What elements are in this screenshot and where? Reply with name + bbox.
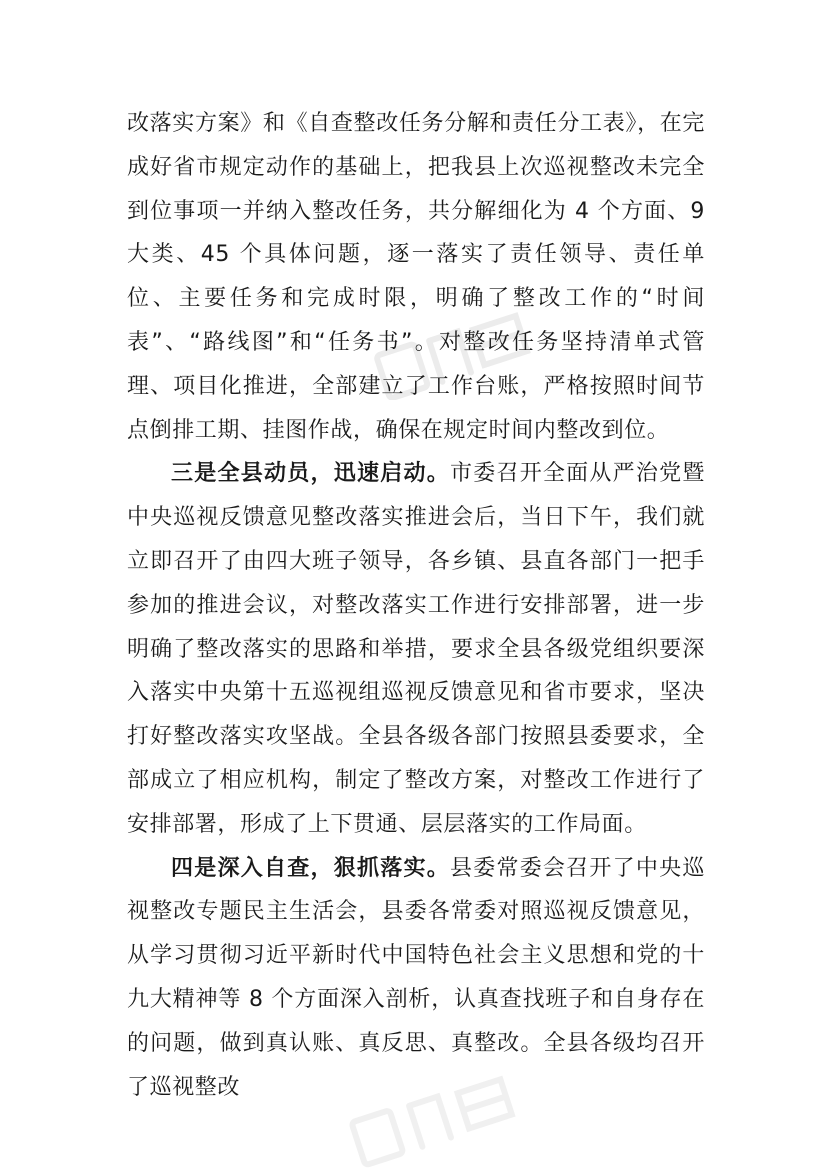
paragraph-lead: 四是深入自查，狠抓落实。 <box>171 855 450 881</box>
paragraph-text: 改落实方案》和《自查整改任务分解和责任分工表》，在完成好省市规定动作的基础上，把我县上次巡视整改未完全到位事项一并纳入整改任务，共分解细化为 4 个方面、9 大类、45 个具体问题，逐一落实了责任领导、责任单位、主要任务和完成时限，明确了整改工作的“时间表”、“路线图”和“任务书”。对整改任务坚持清单式管理、项目化推进，全部建立了工作台账，严格按照时间节点倒排工期、挂图作战，确保在规定时间内整改到位。 <box>127 111 705 443</box>
paragraph-lead: 三是全县动员，迅速启动。 <box>171 461 450 487</box>
paragraph-text: 县委常委会召开了中央巡视整改专题民主生活会，县委各常委对照巡视反馈意见，从学习贯彻习近平新时代中国特色社会主义思想和党的十九大精神等 8 个方面深入剖析，认真查找班子和自身存在的问题，做到真认账、真反思、真整改。全县各级均召开了巡视整改 <box>127 855 706 1100</box>
body-text <box>127 102 705 1109</box>
paragraph-three <box>127 452 705 846</box>
paragraph-four <box>127 847 705 1110</box>
paragraph-continued <box>127 102 705 452</box>
paragraph-text: 市委召开全面从严治党暨中央巡视反馈意见整改落实推进会后，当日下午，我们就立即召开了由四大班子领导，各乡镇、县直各部门一把手参加的推进会议，对整改落实工作进行安排部署，进一步明确了整改落实的思路和举措，要求全县各级党组织要深入落实中央第十五巡视组巡视反馈意见和省市要求，坚决打好整改落实攻坚战。全县各级各部门按照县委要求，全部成立了相应机构，制定了整改方案，对整改工作进行了安排部署，形成了上下贯通、层层落实的工作局面。 <box>127 461 706 837</box>
